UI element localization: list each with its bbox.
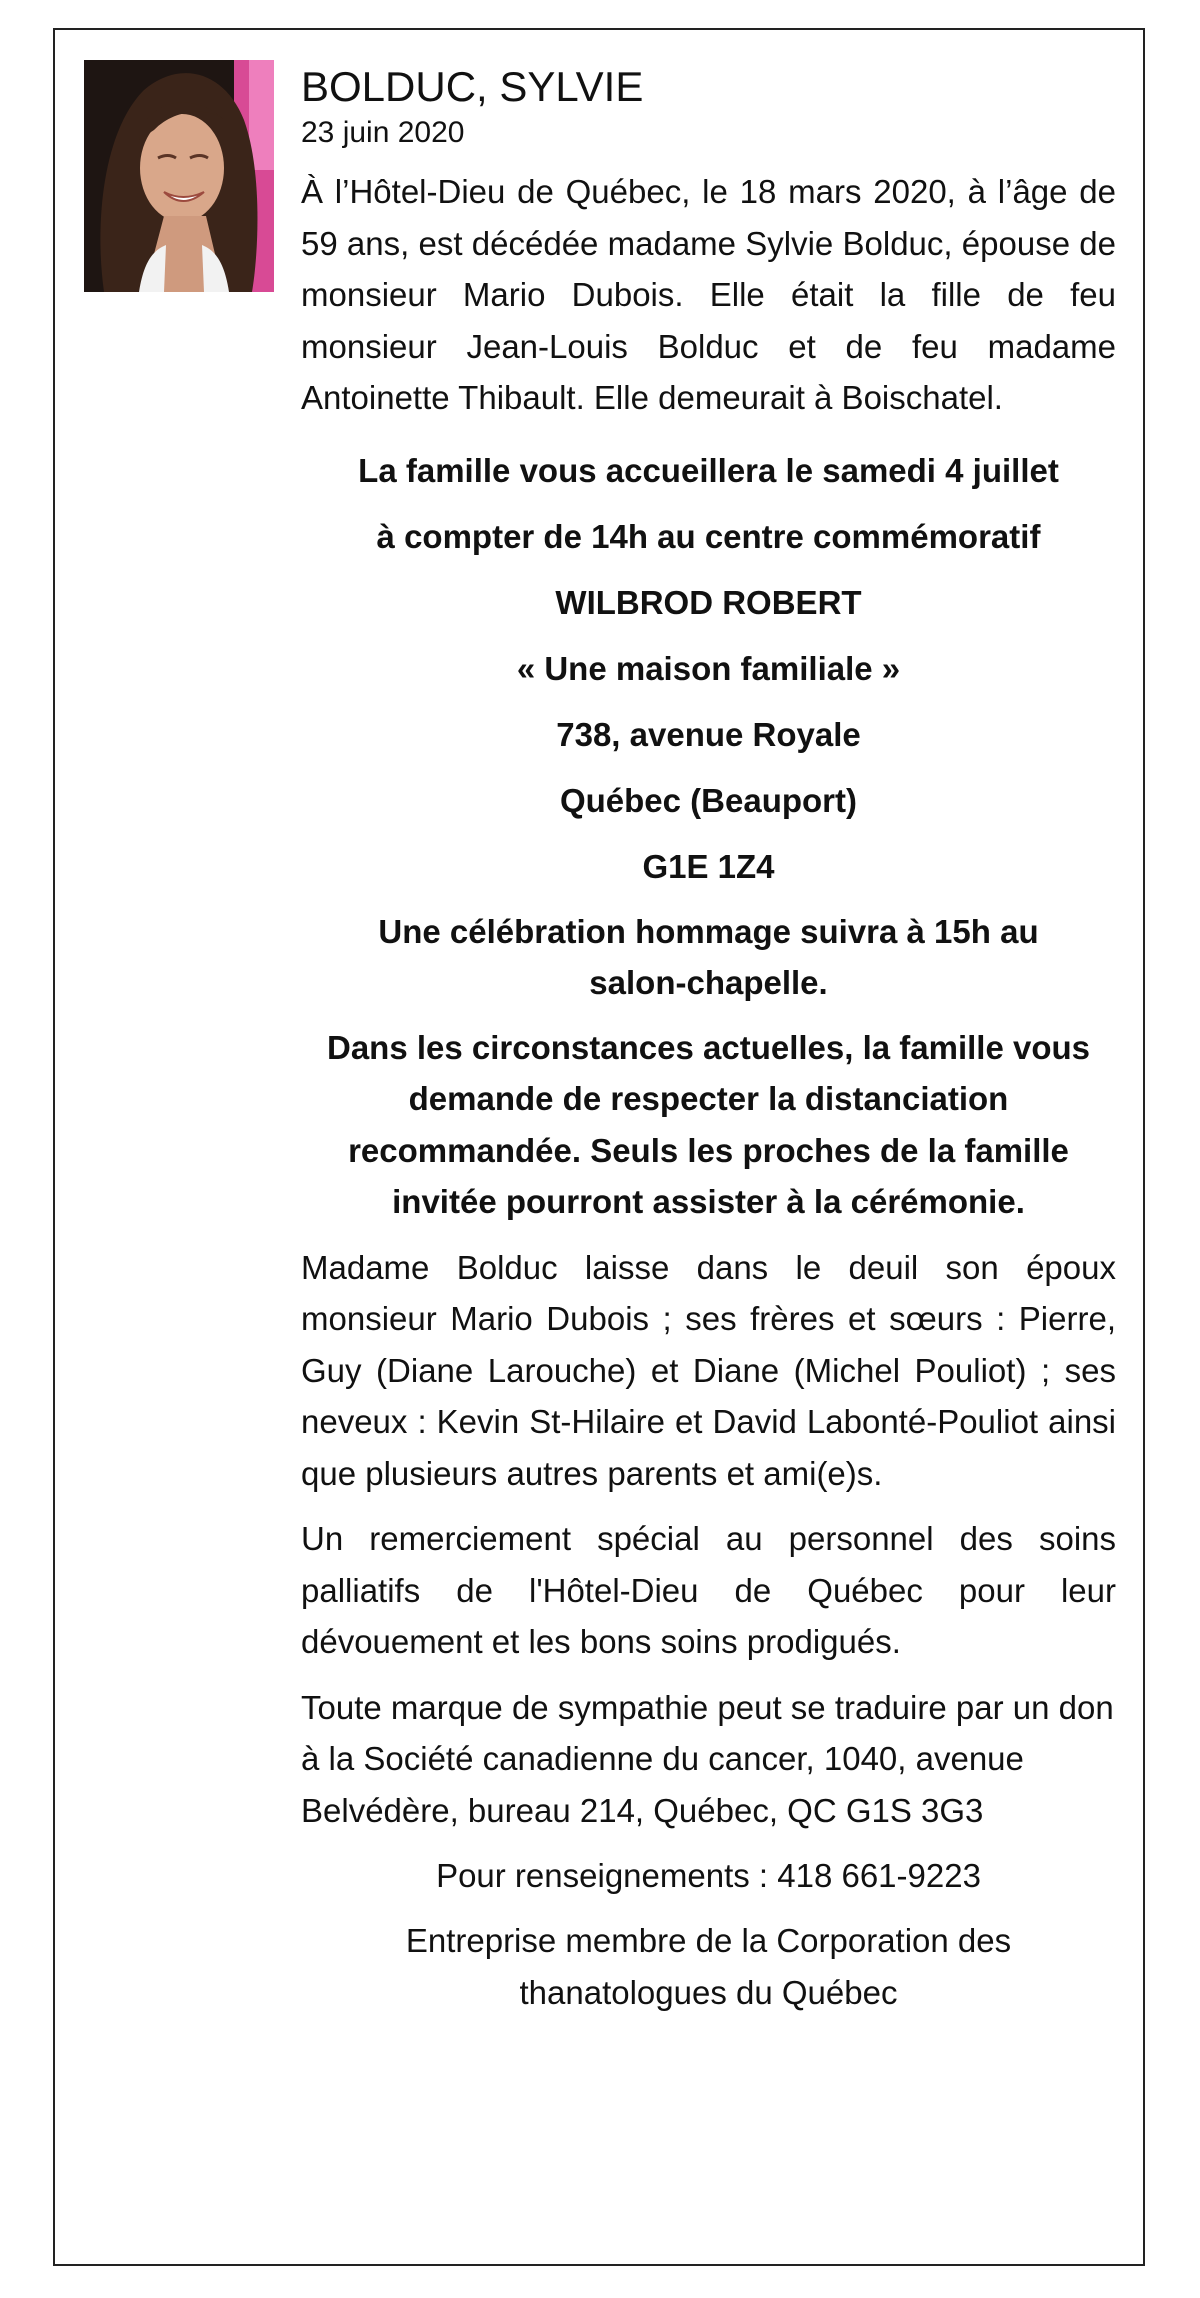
obituary-frame bbox=[53, 28, 1145, 2266]
visitation-line: La famille vous accueillera le samedi 4 juillet bbox=[358, 451, 1059, 489]
deceased-name: BOLDUC, SYLVIE bbox=[301, 63, 644, 110]
membership-note: Entreprise membre de la Corporation des thanatologues du Québec bbox=[405, 1922, 1012, 2011]
address-postal-code: G1E 1Z4 bbox=[642, 847, 775, 885]
address-city: Québec (Beauport) bbox=[559, 781, 858, 819]
visitation-line: à compter de 14h au centre commémoratif bbox=[376, 517, 1041, 555]
contact-info: Pour renseignements : 418 661-9223 bbox=[436, 1857, 981, 1894]
survivors-paragraph: Madame Bolduc laisse dans le deuil son époux monsieur Mario Dubois ; ses frères et sœurs : Pierre, Guy (Diane Larouche) et Diane (Michel Pouliot) ; ses neveux : Kevin St-Hilaire et David Labonté-Pouliot ainsi que plusieurs autres parents et ami(e)s. bbox=[301, 1248, 1116, 1492]
distancing-notice: Dans les circonstances actuelles, la famille vous demande de respecter la distanciation recommandée. Seuls les proches de la famille invitée pourront assister à la cérémonie. bbox=[326, 1028, 1091, 1220]
thanks-paragraph: Un remerciement spécial au personnel des soins palliatifs de l'Hôtel-Dieu de Québec pour leur dévouement et les bons soins prodigués. bbox=[301, 1520, 1116, 1660]
portrait-photo bbox=[84, 60, 274, 292]
funeral-home-tagline: « Une maison familiale » bbox=[516, 649, 901, 687]
address-street: 738, avenue Royale bbox=[556, 715, 861, 753]
funeral-home-name: WILBROD ROBERT bbox=[555, 583, 862, 621]
donation-paragraph: Toute marque de sympathie peut se traduire par un don à la Société canadienne du cancer, 1040, avenue Belvédère, bureau 214, Québec, QC G1S 3G3 bbox=[301, 1688, 1114, 1829]
death-announcement: À l’Hôtel-Dieu de Québec, le 18 mars 2020, à l’âge de 59 ans, est décédée madame Sylvie Bolduc, épouse de monsieur Mario Dubois. Elle était la fille de feu monsieur Jean-Louis Bolduc et de feu madame Antoinette Thibault. Elle demeurait à Boischatel. bbox=[301, 173, 1116, 416]
ceremony-info: Une célébration hommage suivra à 15h au salon-chapelle. bbox=[378, 912, 1039, 1001]
publication-date: 23 juin 2020 bbox=[301, 116, 465, 149]
obituary-content bbox=[301, 60, 1116, 2018]
